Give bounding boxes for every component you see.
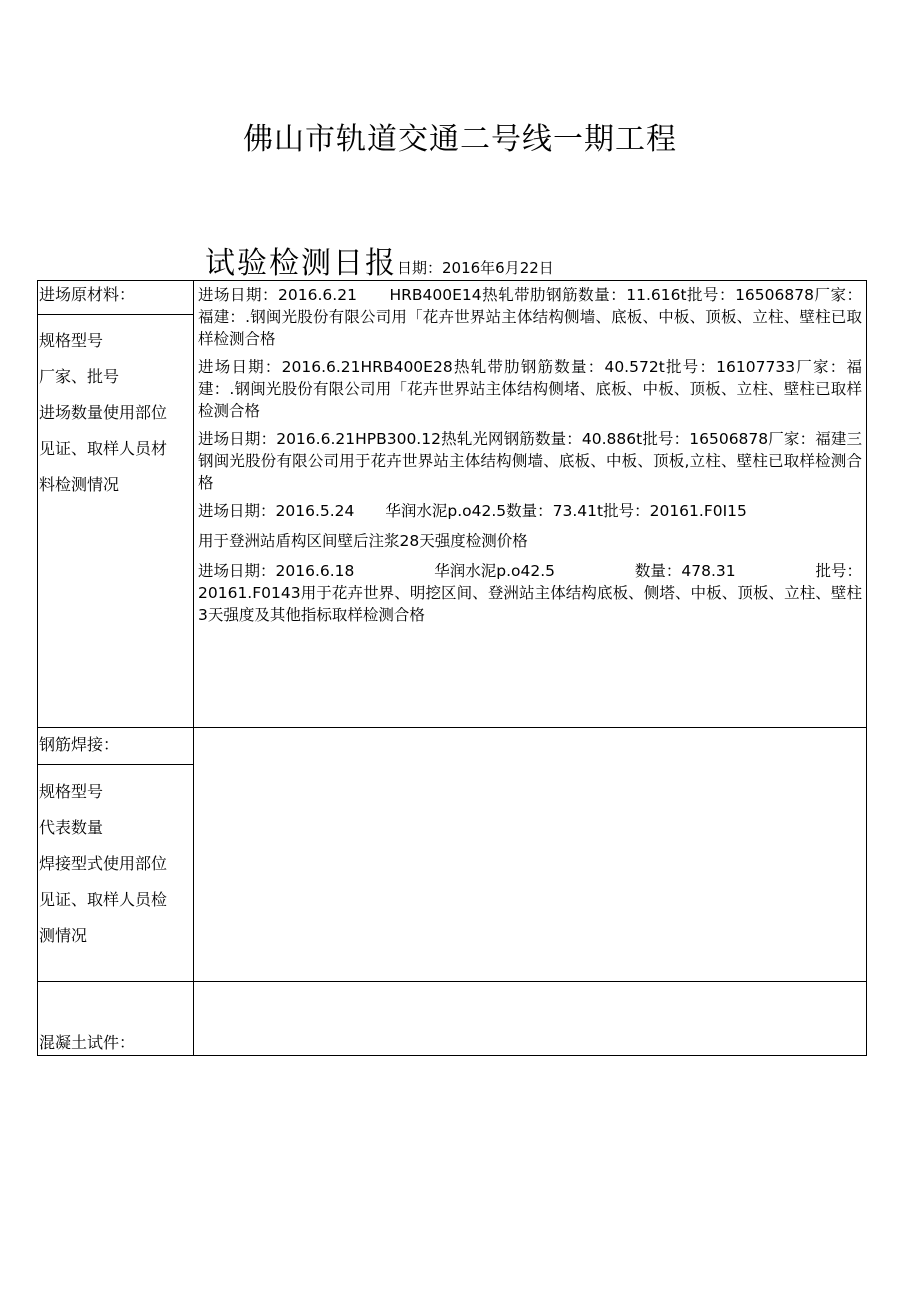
cement-entry-line: 进场日期：2016.5.24 华润水泥p.o42.5数量：73.41t批号：20161.F0I15	[198, 502, 747, 520]
welding-label: 测情况	[39, 926, 88, 945]
materials-labels	[39, 323, 167, 503]
welding-label: 规格型号	[39, 782, 104, 801]
cement-date: 进场日期：2016.6.18	[198, 562, 355, 580]
cement-entry-line: 用于登洲站盾构区间壁后注浆28天强度检测价格	[198, 532, 528, 550]
report-title: 试验检测日报	[205, 246, 397, 281]
materials-entries	[198, 284, 862, 632]
materials-label: 见证、取样人员材	[39, 439, 168, 458]
cement-entry-header	[198, 560, 862, 582]
materials-label: 进场数量使用部位	[39, 403, 168, 422]
report-table	[37, 280, 867, 1056]
materials-label-divider	[38, 314, 193, 315]
section-divider-welding	[38, 727, 867, 728]
materials-heading: 进场原材料：	[39, 285, 136, 304]
welding-label: 代表数量	[39, 818, 104, 837]
section-divider-concrete	[38, 981, 867, 982]
page-title: 佛山市轨道交通二号线一期工程	[243, 122, 677, 157]
welding-heading: 钢筋焊接：	[39, 735, 120, 754]
welding-label: 焊接型式使用部位	[39, 854, 168, 873]
cement-quantity: 数量：478.31	[634, 562, 736, 580]
welding-label: 见证、取样人员检	[39, 890, 168, 909]
column-divider	[193, 281, 194, 1056]
cement-entry-detail: 20161.F0143用于花卉世界、明挖区间、登洲站主体结构底板、侧塔、中板、顶板、立柱、壁柱3天强度及其他指标取样检测合格	[198, 584, 862, 624]
welding-labels	[39, 774, 167, 954]
report-heading	[205, 238, 554, 282]
materials-label: 厂家、批号	[39, 367, 120, 386]
cement-product: 华润水泥p.o42.5	[434, 562, 556, 580]
materials-label: 料检测情况	[39, 475, 120, 494]
materials-label: 规格型号	[39, 331, 104, 350]
cement-batch: 批号：	[815, 562, 862, 580]
material-entry: 进场日期：2016.6.21 HRB400E14热轧带肋钢筋数量：11.616t批号：16506878厂家：福建：.钢闽光股份有限公司用「花卉世界站主体结构侧墙、底板、中板、顶板、立柱、壁柱已取样检测合格	[198, 286, 862, 348]
material-entry: 进场日期：2016.6.21HPB300.12热轧光网钢筋数量：40.886t批号：16506878厂家：福建三钢闽光股份有限公司用于花卉世界站主体结构侧墙、底板、中板、顶板,立柱、壁柱已取样检测合格	[198, 430, 862, 492]
material-entry: 进场日期：2016.6.21HRB400E28热轧带肋钢筋数量：40.572t批号：16107733厂家：福建：.钢闽光股份有限公司用「花卉世界站主体结构侧堵、底板、中板、顶板、立柱、壁柱已取样检测合格	[198, 358, 862, 420]
report-date: 日期：2016年6月22日	[397, 259, 554, 277]
concrete-heading: 混凝土试件：	[39, 1033, 136, 1052]
welding-label-divider	[38, 764, 193, 765]
